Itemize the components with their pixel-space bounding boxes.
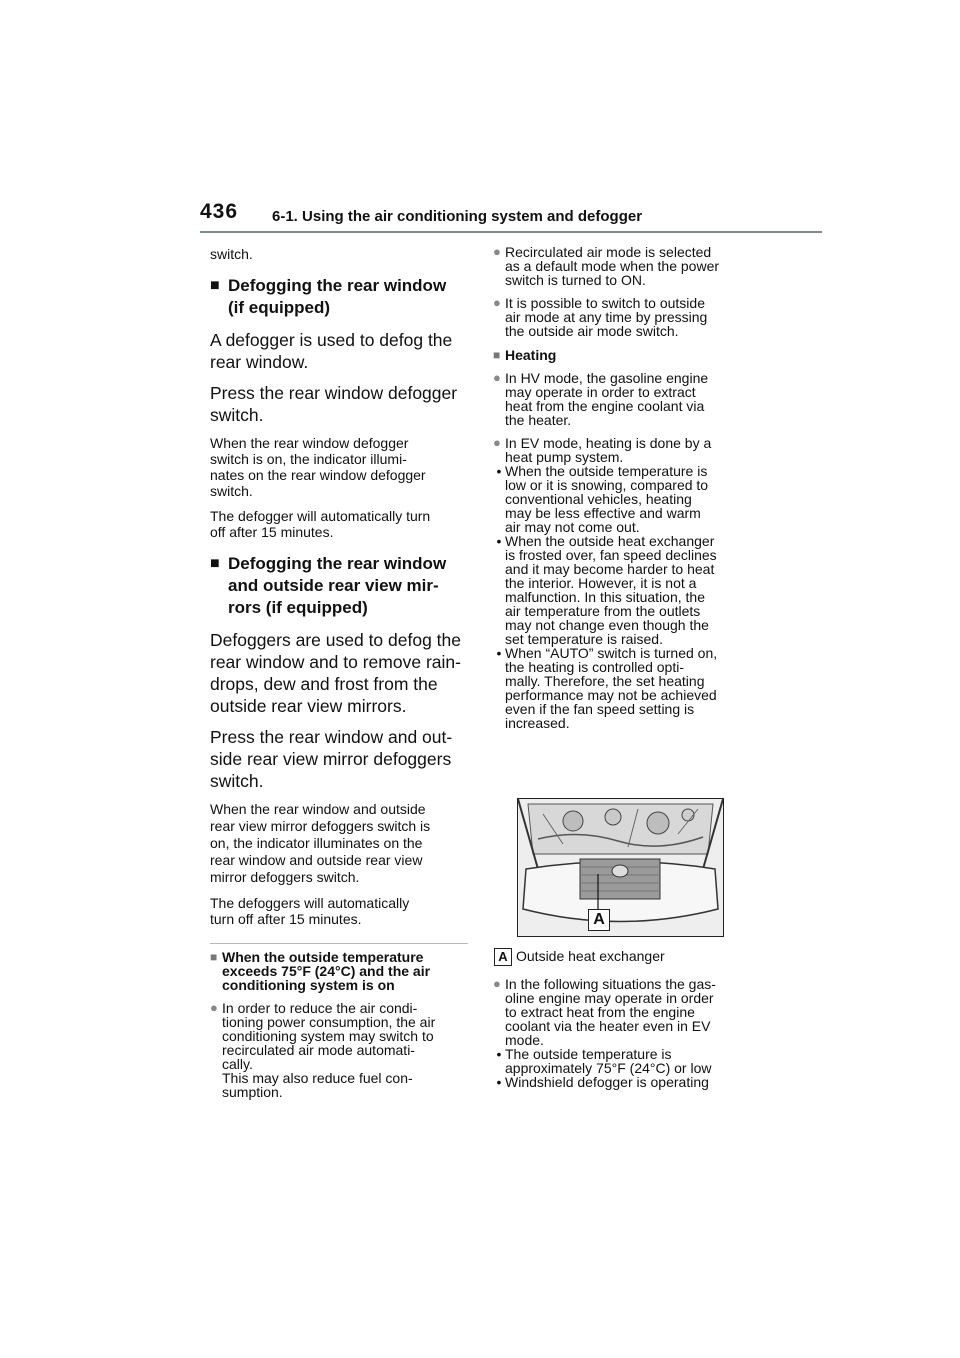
gray-dot-icon: ● [493,370,501,385]
sub-item: • When the outside heat exchanger is frosted over, fan speed declines and it may become harder to heat the interior. However, it is not a malfunction. In this situation, the air temperature from the outlets may not change even though the set temperature is raised. [493,534,755,646]
bullet-text: Recirculated air mode is selected as a default mode when the power switch is turned to ON. [505,244,720,288]
rear-window-p1: A defogger is used to defog the rear window. [210,330,453,372]
heating-heading-text: Heating [505,347,557,363]
rear-window-heading-text: Defogging the rear window (if equipped) [228,276,447,317]
gray-dot-icon: ● [493,435,501,450]
bullet-text: In EV mode, heating is done by a heat pump system. [505,435,712,465]
note-block [210,950,468,1099]
bullet-outside-air [493,296,755,338]
legend-text: Outside heat exchanger [516,948,665,964]
rear-mirrors-p2: Press the rear window and out- side rear view mirror defoggers switch. [210,727,453,791]
bottom-block [493,977,755,1089]
rear-mirrors-note1: When the rear window and outside rear view mirror defoggers switch is on, the indicator illuminates on the rear window and outside rear view mirror defoggers switch. [210,801,431,885]
note-bullet-text: In order to reduce the air condi- tioning power consumption, the air conditioning system may switch to recirculated air mode automati- cally. This may also reduce fuel con- sumption. [222,1000,436,1100]
heat-exchanger-figure [517,798,724,937]
sub-item: • Windshield defogger is operating [493,1075,755,1089]
sub-item: • When “AUTO” switch is turned on, the heating is controlled opti- mally. Therefore, the set heating performance may not be achieved even if the fan speed setting is increased. [493,646,755,730]
sub-item-text: Windshield defogger is operating [505,1074,709,1090]
black-square-icon: ■ [210,277,220,294]
section-title: 6-1. Using the air conditioning system and defogger [272,208,643,225]
callout-a: A [588,909,610,931]
intro-text: switch. [210,246,253,262]
rear-window-heading [210,275,468,319]
rear-mirrors-heading [210,553,468,619]
bullet-ev-mode [493,436,755,464]
bullet-text: In HV mode, the gasoline engine may operate in order to extract heat from the engine coolant via the heater. [505,370,709,428]
legend-label-a: A [494,948,512,966]
sub-item-text: When “AUTO” switch is turned on, the heating is controlled opti- mally. Therefore, the set heating performance may not be achieved even if the fan speed setting is increased. [505,645,718,731]
gray-dot-icon: ● [210,1000,218,1015]
gray-dot-icon: ● [493,976,501,991]
note-heading-text: When the outside temperature exceeds 75°F (24°C) and the air conditioning system is on [222,949,431,993]
left-column [210,240,468,927]
rear-mirrors-note2: The defoggers will automatically turn off after 15 minutes. [210,895,410,927]
black-square-icon: ■ [210,555,220,572]
right-column [493,245,755,730]
header-divider [200,231,822,233]
sub-item-text: When the outside heat exchanger is frosted over, fan speed declines and it may become harder to heat the interior. However, it is not a malfunction. In this situation, the air temperature from the outlets may not change even though the set temperature is raised. [505,533,717,647]
bullet-text: It is possible to switch to outside air mode at any time by pressing the outside air mode switch. [505,295,708,339]
bullet-engine-operate [493,977,755,1047]
bullet-hv-mode [493,371,755,427]
note-bullet [210,1001,468,1099]
black-square-icon: ■ [493,348,501,362]
sub-item-text: When the outside temperature is low or it is snowing, compared to conventional vehicles, heating may be less effective and warm air may not come out. [505,463,709,535]
engine-bay-illustration [518,799,723,936]
sub-item-text: The outside temperature is approximately 75°F (24°C) or low [505,1046,712,1076]
rear-mirrors-heading-text: Defogging the rear window and outside rear view mir- rors (if equipped) [228,554,447,617]
bullet-text: In the following situations the gas- oline engine may operate in order to extract heat from the engine coolant via the heater even in EV mode. [505,976,716,1048]
gray-dot-icon: ● [493,295,501,310]
rear-window-note2: The defogger will automatically turn off after 15 minutes. [210,508,431,540]
gray-dot-icon: ● [493,244,501,259]
sub-item: • When the outside temperature is low or it is snowing, compared to conventional vehicles, heating may be less effective and warm air may not come out. [493,464,755,534]
black-square-icon: ■ [210,950,218,964]
rear-mirrors-p1: Defoggers are used to defog the rear window and to remove rain- drops, dew and frost from the outside rear view mirrors. [210,630,462,716]
bullet-recirculated [493,245,755,287]
note-divider [210,943,468,944]
rear-window-note1: When the rear window defogger switch is on, the indicator illumi- nates on the rear window defogger switch. [210,435,426,499]
note-heading [210,950,468,992]
rear-window-p2: Press the rear window defogger switch. [210,383,458,425]
page-number: 436 [200,200,239,223]
sub-item: • The outside temperature is approximately 75°F (24°C) or low [493,1047,755,1075]
heating-heading [493,348,755,362]
